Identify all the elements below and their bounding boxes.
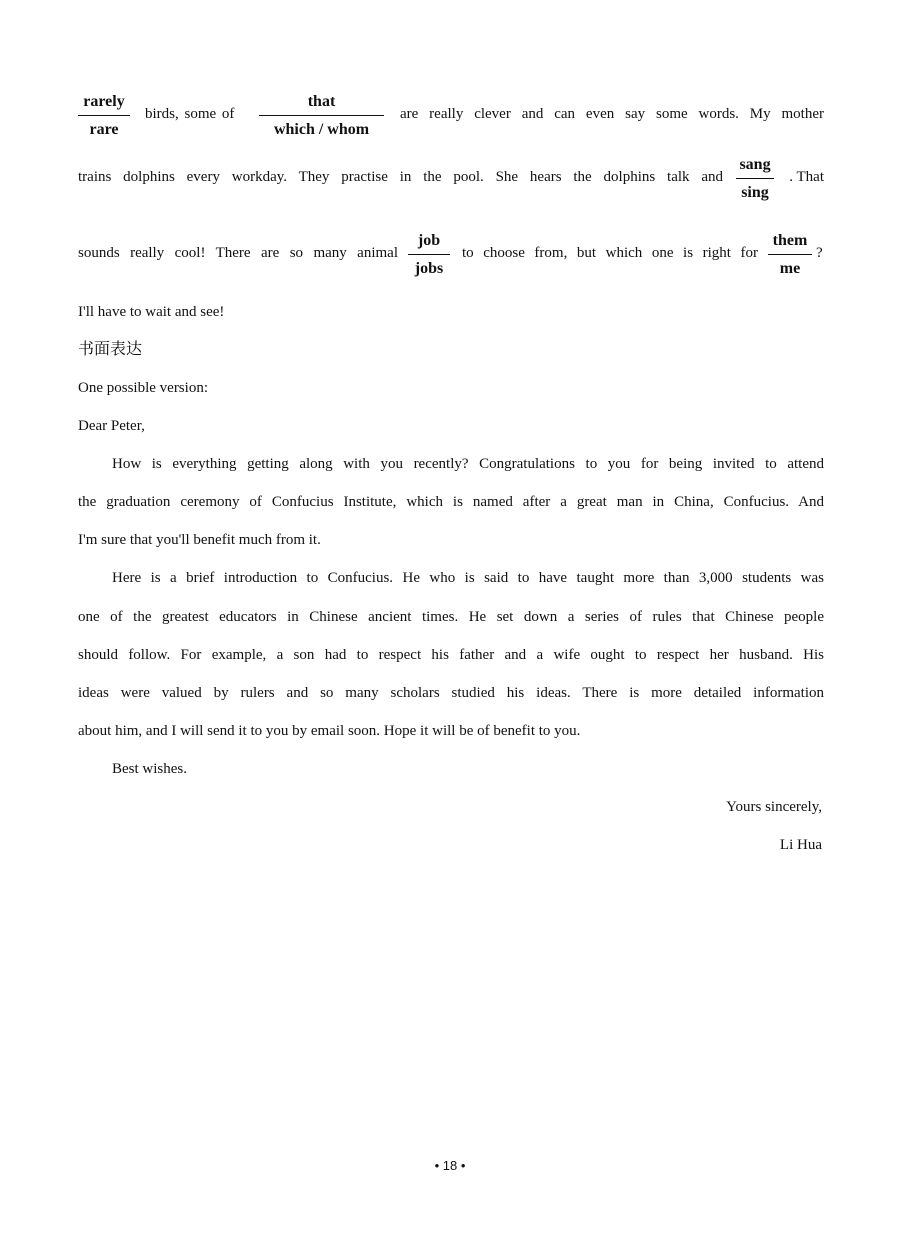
letter-paragraph-line: How is everything getting along with you recently? Congratulations to you for being invited to attend — [112, 456, 824, 472]
blank-original: jobs — [414, 260, 444, 277]
section-heading: 书面表达 — [78, 339, 143, 358]
answer-blank-rarely — [78, 92, 130, 140]
letter-paragraph-line: about him, and I will send it to you by email soon. Hope it will be of benefit to you. — [78, 723, 581, 739]
letter-paragraph-line: one of the greatest educators in Chinese ancient times. He set down a series of rules that Chinese people — [78, 609, 824, 625]
blank-original: sing — [741, 184, 769, 201]
answer-blank-them — [768, 231, 812, 279]
letter-greeting: Dear Peter, — [78, 418, 145, 434]
passage-text: ? — [816, 245, 823, 261]
passage-text: trains dolphins every workday. They practise in the pool. She hears the dolphins talk and — [78, 169, 723, 185]
blank-answer: that — [259, 92, 384, 116]
blank-original: which / whom — [273, 121, 370, 138]
blank-original: rare — [89, 121, 119, 138]
letter-paragraph-line: ideas were valued by rulers and so many scholars studied his ideas. There is more detailed information — [78, 685, 824, 701]
passage-text: sounds really cool! There are so many animal — [78, 245, 398, 261]
answer-blank-job — [408, 231, 450, 279]
letter-paragraph-line: the graduation ceremony of Confucius Institute, which is named after a great man in China, Confucius. And — [78, 494, 824, 510]
blank-answer: job — [408, 231, 450, 255]
version-label: One possible version: — [78, 380, 208, 396]
passage-text: . That — [789, 169, 824, 185]
closing-wish: Best wishes. — [112, 761, 187, 777]
letter-paragraph-line: I'm sure that you'll benefit much from it. — [78, 532, 321, 548]
page-number: • 18 • — [434, 1158, 466, 1173]
passage-text: I'll have to wait and see! — [78, 304, 225, 320]
letter-paragraph-line: should follow. For example, a son had to respect his father and a wife ought to respect her husband. His — [78, 647, 824, 663]
passage-text: birds, some of — [145, 106, 235, 122]
signature: Li Hua — [779, 837, 822, 853]
blank-original: me — [779, 260, 801, 277]
letter-paragraph-line: Here is a brief introduction to Confucius. He who is said to have taught more than 3,000 students was — [112, 570, 824, 586]
passage-text: to choose from, but which one is right for — [462, 245, 758, 261]
answer-blank-that — [259, 92, 384, 140]
sign-off: Yours sincerely, — [726, 799, 822, 815]
blank-answer: sang — [736, 155, 774, 179]
answer-blank-sang — [736, 155, 774, 203]
passage-text: are really clever and can even say some words. My mother — [400, 106, 824, 122]
blank-answer: rarely — [78, 92, 130, 116]
blank-answer: them — [768, 231, 812, 255]
